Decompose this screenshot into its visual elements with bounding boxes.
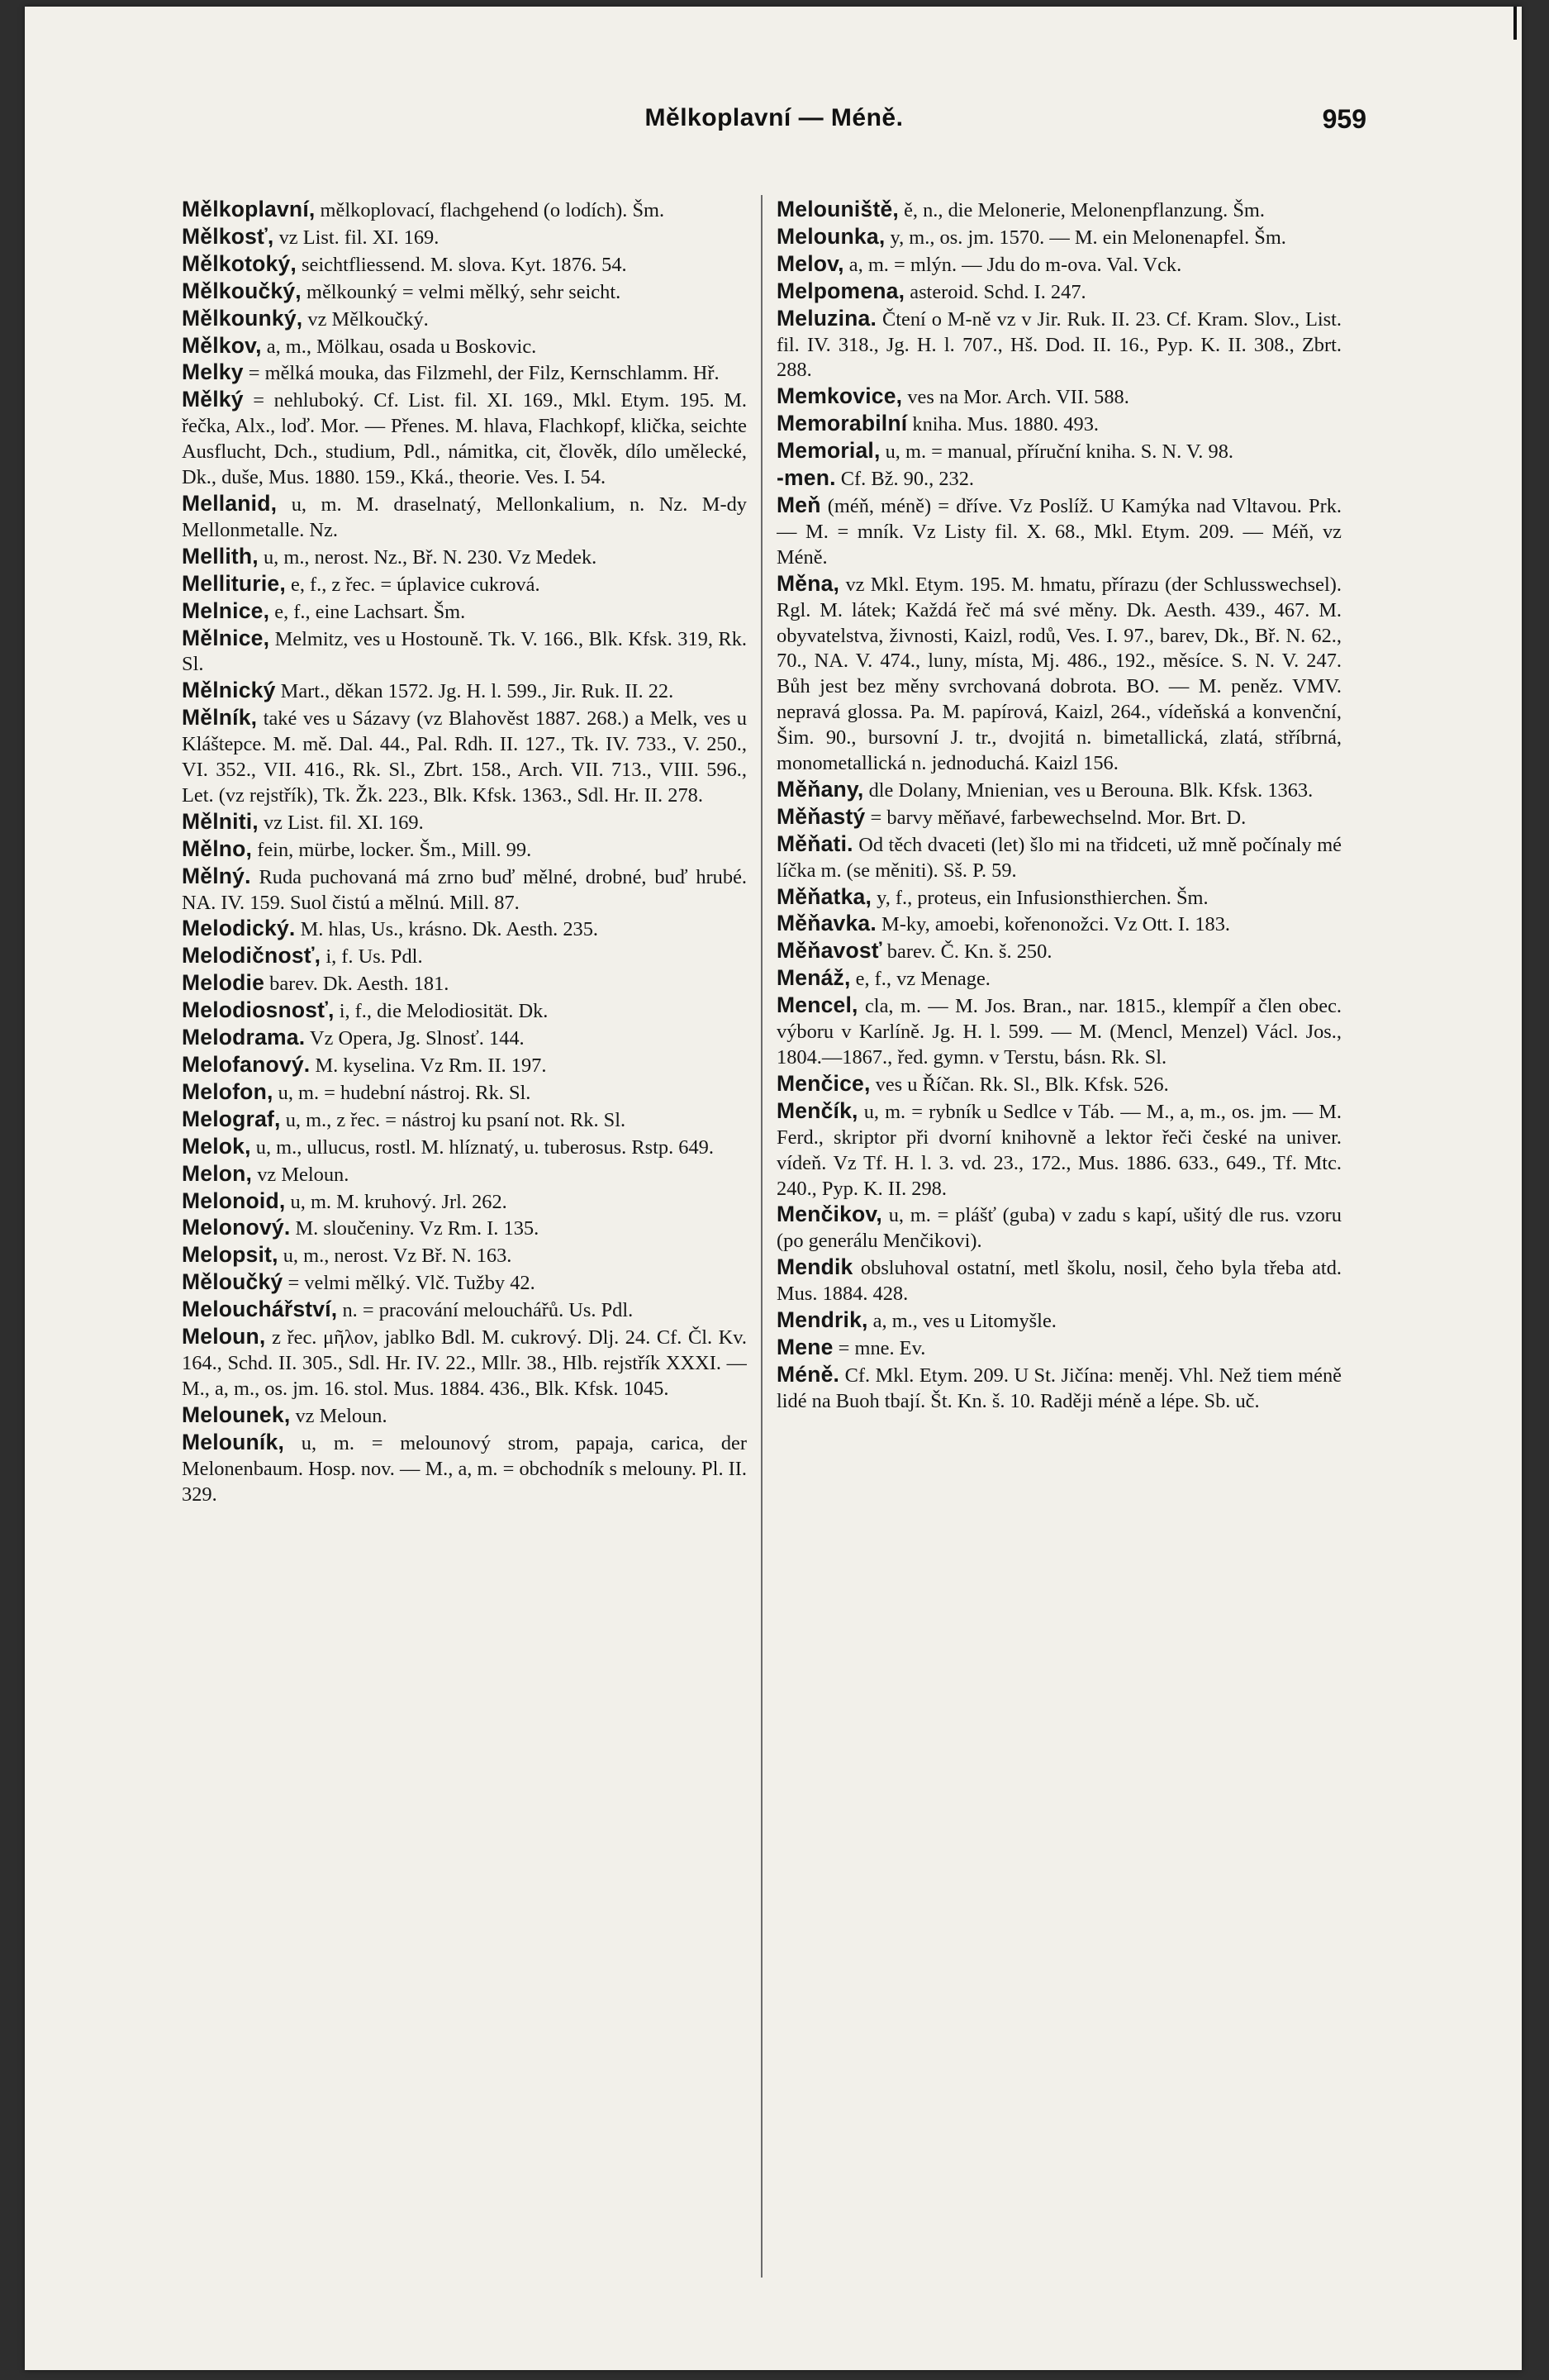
dictionary-entry [182, 571, 747, 598]
entry-definition: e, f., vz Menage. [850, 968, 991, 991]
dictionary-entry [182, 1079, 747, 1107]
entry-headword: Melouniště, [777, 197, 899, 221]
dictionary-entry [182, 864, 747, 916]
left-column [182, 197, 747, 2312]
entry-definition: Vz Opera, Jg. Slnosť. 144. [305, 1027, 525, 1050]
entry-definition: seichtfliessend. M. slova. Kyt. 1876. 54. [296, 253, 627, 276]
entry-definition: Mart., děkan 1572. Jg. H. l. 599., Jir. Ruk. II. 22. [275, 680, 674, 703]
page-header [182, 104, 1366, 145]
entry-definition: cla, m. — M. Jos. Bran., nar. 1815., klempíř a člen obec. výboru v Karlíně. Jg. H. l. 599. — M. (Mencl, Menzel) Václ. Jos., 1804.—1867., řed. gymn. v Terstu, básn. Rk. Sl. [777, 995, 1342, 1069]
entry-headword: Mělkosť, [182, 223, 274, 249]
entry-definition: y, f., proteus, ein Infusionsthierchen. Šm. [872, 886, 1209, 909]
entry-headword: Měňavka. [777, 911, 877, 936]
dictionary-entry [182, 916, 747, 943]
entry-definition: M. kyselina. Vz Rm. II. 197. [310, 1054, 547, 1077]
entry-definition: Melmitz, ves u Hostouně. Tk. V. 166., Blk. Kfsk. 319, Rk. Sl. [182, 627, 747, 676]
dictionary-entry [777, 911, 1342, 938]
entry-definition: u, m. = melounový strom, papaja, carica, der Melonenbaum. Hosp. nov. — M., a, m. = obchodník s melouny. Pl. II. 329. [182, 1431, 747, 1506]
entry-definition: Čtení o M-ně vz v Jir. Ruk. II. 23. Cf. Kram. Slov., List. fil. IV. 318., Jg. H. l. 707., Hš. Dod. II. 16., Pyp. K. II. 308., Zbrt. 288. [777, 307, 1342, 382]
entry-headword: Mělký [182, 387, 244, 412]
entry-headword: Melodie [182, 970, 265, 996]
dictionary-entry [777, 1335, 1342, 1362]
dictionary-entry [182, 1324, 747, 1402]
entry-headword: Méně. [777, 1361, 840, 1387]
dictionary-entry [777, 831, 1342, 884]
entry-headword: Melouchářství, [182, 1297, 338, 1322]
entry-headword: Mellith, [182, 543, 259, 569]
dictionary-entry [182, 1430, 747, 1508]
dictionary-entry [182, 251, 747, 278]
entry-definition: u, m. M. draselnatý, Mellonkalium, n. Nz. M-dy Mellonmetalle. Nz. [182, 493, 747, 541]
entry-headword: Memorial, [777, 438, 881, 464]
entry-headword: Melounek, [182, 1402, 291, 1427]
entry-headword: Mělkoučký, [182, 278, 302, 303]
entry-definition: u, m. M. kruhový. Jrl. 262. [285, 1190, 507, 1213]
entry-headword: Meloun, [182, 1324, 266, 1349]
entry-headword: Mělоučký [182, 1269, 283, 1295]
dictionary-entry [182, 1025, 747, 1052]
entry-definition: (méň, méně) = dříve. Vz Poslíž. U Kamýka nad Vltavou. Prk. — M. = mník. Vz Listy fil. X. 68., Mkl. Etym. 209. — Méň, vz Méně. [777, 494, 1342, 569]
dictionary-entry [777, 884, 1342, 912]
dictionary-entry [182, 1297, 747, 1324]
entry-definition: = barvy měňavé, farbewechselnd. Mor. Brt. D. [865, 806, 1247, 829]
entry-definition: u, m. = plášť (guba) v zadu s kapí, ušitý dle rus. vzoru (po generálu Menčikovi). [777, 1204, 1342, 1253]
entry-definition: M-ky, amoebi, kořenonožci. Vz Ott. I. 183. [876, 913, 1231, 936]
entry-headword: Melky [182, 359, 244, 385]
dictionary-entry [777, 965, 1342, 992]
dictionary-entry [182, 1161, 747, 1188]
dictionary-entry [777, 938, 1342, 965]
right-column [777, 197, 1342, 2312]
entry-definition: fein, mürbe, locker. Šm., Mill. 99. [252, 838, 532, 861]
entry-headword: Mělný. [182, 863, 251, 888]
dictionary-entry [182, 197, 747, 224]
entry-definition: a, m., Mölkau, osada u Boskovic. [261, 335, 537, 358]
dictionary-entry [777, 493, 1342, 571]
entry-headword: Melonový. [182, 1215, 291, 1240]
entry-headword: Menčikov, [777, 1202, 882, 1227]
entry-definition: Cf. Mkl. Etym. 209. U St. Jičína: meněj. Vhl. Než tiem méně lidé na Buoh tbají. Št. Kn. š. 10. Raději méně a lépe. Sb. uč. [777, 1364, 1342, 1412]
entry-headword: Mělnický [182, 678, 276, 703]
dictionary-entry [182, 306, 747, 333]
dictionary-entry [777, 1362, 1342, 1415]
entry-headword: Mene [777, 1334, 834, 1359]
entry-definition: vz List. fil. XI. 169. [258, 811, 424, 834]
entry-headword: Měna, [777, 570, 840, 596]
entry-headword: Menčík, [777, 1097, 858, 1123]
entry-headword: Menčice, [777, 1070, 871, 1096]
entry-definition: = mne. Ev. [833, 1336, 926, 1359]
entry-definition: M. hlas, Us., krásno. Dk. Aesth. 235. [295, 918, 599, 941]
entry-headword: Melograf, [182, 1106, 281, 1131]
dictionary-entry [182, 1052, 747, 1079]
entry-headword: Melok, [182, 1133, 251, 1159]
entry-headword: Měňany, [777, 776, 864, 802]
entry-definition: a, m., ves u Litomyšle. [867, 1310, 1057, 1333]
dictionary-entry [182, 598, 747, 626]
entry-definition: kniha. Mus. 1880. 493. [907, 413, 1099, 436]
entry-headword: Mělkov, [182, 332, 262, 358]
dictionary-entry [182, 626, 747, 678]
entry-definition: e, f., z řec. = úplavice cukrová. [285, 573, 540, 596]
entry-definition: u, m., ullucus, rostl. M. hlíznatý, u. tuberosus. Rstp. 649. [250, 1135, 714, 1159]
dictionary-entry [182, 836, 747, 864]
entry-headword: Mělniti, [182, 808, 259, 834]
dictionary-entry [182, 333, 747, 360]
entry-headword: Melov, [777, 250, 844, 276]
entry-headword: Memorabilní [777, 411, 908, 436]
entry-definition: u, m. = manual, příruční kniha. S. N. V. 98. [880, 440, 1233, 464]
entry-definition: i, f., die Melodiosität. Dk. [334, 1000, 549, 1023]
dictionary-entry [182, 705, 747, 809]
dictionary-entry [777, 571, 1342, 777]
entry-headword: Melonoid, [182, 1188, 286, 1213]
scan-edge-mark [1513, 7, 1517, 40]
entry-definition: vz List. fil. XI. 169. [273, 226, 440, 249]
entry-definition: a, m. = mlýn. — Jdu do m-ova. Val. Vck. [843, 253, 1182, 276]
entry-definition: dle Dolany, Mnienian, ves u Berouna. Blk. Kfsk. 1363. [863, 778, 1314, 802]
entry-definition: M. sloučeniny. Vz Rm. I. 135. [290, 1217, 539, 1240]
entry-definition: u, m., nerost. Nz., Bř. N. 230. Vz Medek. [258, 545, 597, 569]
dictionary-entry [182, 544, 747, 571]
running-head: Mělkoplavní — Méně. [644, 104, 904, 131]
dictionary-entry [182, 1402, 747, 1430]
entry-definition: u, m., nerost. Vz Bř. N. 163. [278, 1245, 512, 1268]
entry-headword: Melofanový. [182, 1052, 311, 1077]
entry-definition: mělkoplovací, flachgehend (o lodích). Šm. [315, 199, 665, 221]
dictionary-entry [777, 278, 1342, 306]
entry-headword: Měňavosť [777, 938, 882, 964]
entry-definition: vz Mkl. Etym. 195. M. hmatu, přírazu (der Schlusswechsel). Rgl. M. látek; Každá řeč má své měny. Dk. Aesth. 439., 467. M. obyvatelstva, živnosti, Kaizl, rodů, Ves. I. 97., barev, Dk., Bř. N. 62., 70., NA. V. 474., luny, místa, Mj. 486., 192., měsíce. S. N. V. 247. Bůh jest bez měny svrchovaná dobrota. BO. — M. peněz. VMV. nepravá glossa. Pa. M. papírová, Kaizl, 264., vídeňská a konvenční, Šim. 90., bursovní J. tr., dvojitá n. bimetallická, zlatá, stříbrná, monometallická n. jednoduchá. Kaizl 156. [777, 573, 1342, 775]
entry-definition: Ruda puchovaná má zrno buď mělné, drobné, buď hrubé. NA. IV. 159. Suol čistú a mělnú. Mill. 87. [182, 865, 747, 914]
entry-headword: Melofon, [182, 1078, 273, 1104]
entry-definition: barev. Dk. Aesth. 181. [264, 973, 449, 996]
dictionary-entry [777, 804, 1342, 831]
entry-definition: obsluhoval ostatní, metl školu, nosil, čeho byla třeba atd. Mus. 1884. 428. [777, 1257, 1342, 1306]
dictionary-entry [777, 251, 1342, 278]
entry-definition: u, m. = hudební nástroj. Rk. Sl. [273, 1081, 531, 1104]
entry-headword: Mencel, [777, 992, 858, 1018]
dictionary-entry [182, 970, 747, 997]
dictionary-entry [182, 678, 747, 705]
entry-headword: Melounka, [777, 223, 886, 249]
dictionary-entry [182, 359, 747, 387]
entry-definition: vz Meloun. [290, 1404, 387, 1427]
dictionary-entry [777, 197, 1342, 224]
entry-headword: Mělkoplavní, [182, 197, 316, 221]
dictionary-entry [777, 306, 1342, 384]
entry-headword: Melliturie, [182, 570, 286, 596]
dictionary-entry [777, 1071, 1342, 1098]
entry-definition: ves na Mor. Arch. VII. 588. [902, 386, 1129, 409]
entry-headword: Mendik [777, 1254, 853, 1280]
entry-definition: e, f., eine Lachsart. Šm. [269, 600, 466, 623]
entry-headword: Meluzina. [777, 305, 877, 331]
dictionary-entry [182, 224, 747, 251]
entry-headword: Mendrik, [777, 1307, 868, 1333]
entry-headword: Mělnice, [182, 625, 270, 650]
dictionary-page [25, 7, 1522, 2370]
dictionary-entry [182, 943, 747, 970]
dictionary-entry [182, 278, 747, 306]
entry-headword: Měňastý [777, 803, 866, 829]
dictionary-entry [777, 1254, 1342, 1307]
dictionary-entry [777, 777, 1342, 804]
dictionary-entry [777, 992, 1342, 1071]
dictionary-entry [182, 1242, 747, 1269]
entry-definition: = velmi mělký. Vlč. Tužby 42. [283, 1272, 535, 1295]
entry-headword: Melodičnosť, [182, 943, 321, 969]
dictionary-entry [182, 809, 747, 836]
dictionary-entry [777, 224, 1342, 251]
entry-headword: Melodický. [182, 916, 296, 941]
dictionary-entry [182, 1107, 747, 1134]
dictionary-entry [777, 411, 1342, 438]
dictionary-entry [182, 491, 747, 544]
entry-headword: Menáž, [777, 965, 851, 991]
entry-definition: mělkounký = velmi mělký, sehr seicht. [301, 280, 621, 303]
dictionary-entry [182, 1215, 747, 1242]
entry-headword: Mělkounký, [182, 305, 303, 331]
dictionary-entry [777, 438, 1342, 465]
dictionary-entry [777, 383, 1342, 411]
entry-definition: u, m. = rybník u Sedlce v Táb. — M., a, m., os. jm. — M. Ferd., skriptor při dvorní knihovně a lektor řeči české na univer. vídeň. Vz Tf. H. l. 3. vd. 23., 172., Mus. 1886. 633., 649., Tf. Mtc. 240., Pyp. K. II. 298. [777, 1100, 1342, 1200]
dictionary-entry [182, 1134, 747, 1161]
entry-headword: Melnice, [182, 597, 270, 623]
entry-definition: ves u Říčan. Rk. Sl., Blk. Kfsk. 526. [870, 1073, 1169, 1096]
entry-definition: = mělká mouka, das Filzmehl, der Filz, Kernschlamm. Hř. [243, 362, 720, 385]
entry-headword: Melouník, [182, 1429, 285, 1454]
entry-headword: Melon, [182, 1160, 253, 1186]
entry-definition: = nehluboký. Cf. List. fil. XI. 169., Mkl. Etym. 195. M. řečka, Alx., loď. Mor. — Přenes. M. hlava, Flachkopf, klička, seichte Ausflucht, Dch., studium, Pdl., námitka, cit, člověk, dílo umělecké, Dk., duše, Mus. 1880. 159., Kká., theorie. Ves. I. 54. [182, 389, 747, 489]
entry-headword: Melodrama. [182, 1025, 306, 1050]
dictionary-entry [182, 997, 747, 1025]
entry-headword: -men. [777, 465, 836, 491]
dictionary-entry [182, 1188, 747, 1216]
entry-headword: Mělník, [182, 705, 258, 731]
entry-headword: Melpomena, [777, 278, 905, 303]
entry-definition: Od těch dvaceti (let) šlo mi na třidceti, už mně počínaly mé líčka m. (se měniti). Sš. P. 59. [777, 833, 1342, 882]
entry-headword: Mělno, [182, 835, 253, 861]
entry-headword: Měňatka, [777, 883, 872, 909]
dictionary-entry [777, 1202, 1342, 1254]
dictionary-entry [777, 1307, 1342, 1335]
entry-definition: Cf. Bž. 90., 232. [835, 468, 975, 491]
entry-definition: asteroid. Schd. I. 247. [905, 280, 1086, 303]
entry-headword: Meň [777, 492, 821, 517]
entry-headword: Melopsit, [182, 1242, 278, 1268]
entry-headword: Mělkotoký, [182, 250, 297, 276]
entry-definition: vz Meloun. [252, 1163, 349, 1186]
entry-headword: Memkovice, [777, 383, 903, 409]
dictionary-entry [777, 1098, 1342, 1202]
dictionary-entry [182, 1269, 747, 1297]
entry-definition: také ves u Sázavy (vz Blahověst 1887. 268.) a Melk, ves u Kláštерce. M. mě. Dal. 44., Pal. Rdh. II. 127., Tk. IV. 733., V. 250., VI. 352., VII. 416., Rk. Sl., Zbrt. 158., Arch. VII. 713., VIII. 596., Let. (vz rejstřík), Tk. Žk. 223., Blk. Kfsk. 1363., Sdl. Hr. II. 278. [182, 707, 747, 807]
entry-definition: n. = pracování melouchářů. Us. Pdl. [337, 1299, 634, 1322]
entry-definition: ě, n., die Melonerie, Melonenpflanzung. Šm. [898, 199, 1265, 221]
dictionary-entry [182, 387, 747, 491]
entry-headword: Měňati. [777, 831, 853, 856]
entry-definition: u, m., z řec. = nástroj ku psaní not. Rk. Sl. [280, 1108, 626, 1131]
entry-definition: vz Mělkoučký. [302, 307, 429, 331]
entry-definition: y, m., os. jm. 1570. — M. ein Melonenapfel. Šm. [885, 226, 1286, 249]
entry-definition: i, f. Us. Pdl. [321, 945, 423, 969]
entry-headword: Melodiosnosť, [182, 997, 335, 1023]
entry-definition: barev. Č. Kn. š. 250. [881, 940, 1052, 964]
column-divider [761, 195, 763, 2278]
entry-definition: z řec. μῆλον, jablko Bdl. M. cukrový. Dlj. 24. Cf. Čl. Kv. 164., Schd. II. 305., Sdl. Hr. IV. 22., Mllr. 38., Hlb. rejstřík XXXI. — M., a, m., os. jm. 16. stol. Mus. 1884. 436., Blk. Kfsk. 1045. [182, 1326, 747, 1400]
dictionary-entry [777, 465, 1342, 493]
page-number: 959 [1322, 104, 1366, 134]
entry-headword: Mellanid, [182, 490, 278, 516]
